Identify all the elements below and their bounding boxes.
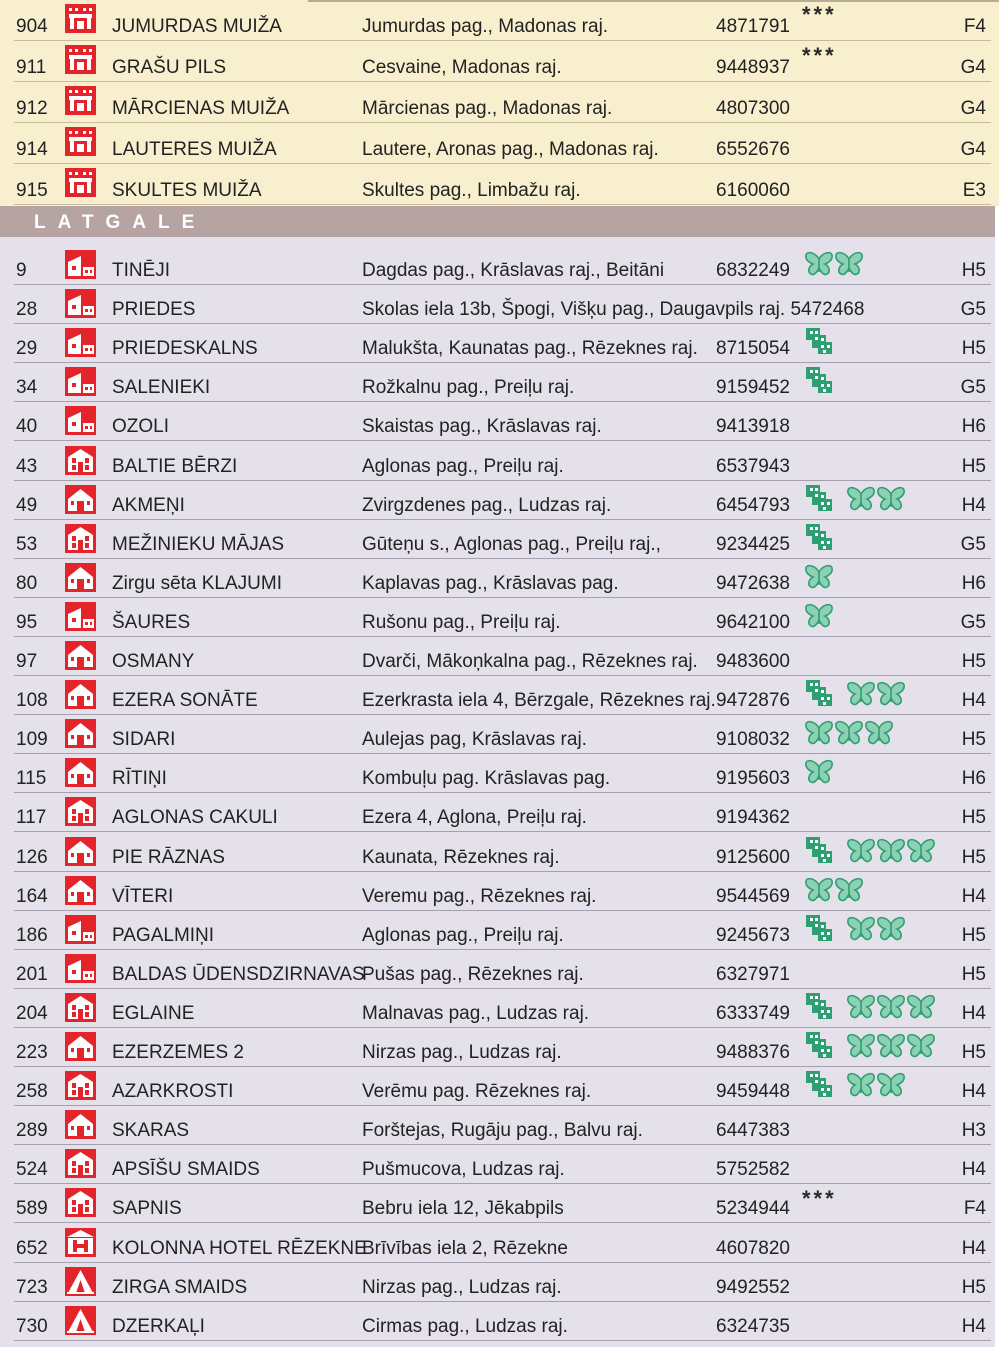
entry-phone: 9483600 [716,651,790,673]
table-row [0,164,995,205]
butterfly-icon [846,485,876,513]
table-row [0,520,995,559]
entry-number: 652 [16,1237,48,1259]
butterfly-icon [834,250,864,278]
entry-name: EZERA SONĀTE [112,690,258,712]
star-rating: *** [802,2,837,27]
manor-icon [64,44,97,75]
entry-name: SAPNIS [112,1198,182,1220]
tent-icon [64,1305,97,1336]
butterfly-icon [804,719,834,747]
entry-phone: 9413918 [716,416,790,438]
entry-address: Aglonas pag., Preiļu raj. [362,455,564,477]
table-row [0,754,995,793]
table-row [0,598,995,637]
entry-phone: 6160060 [716,180,790,201]
map-grid-ref: H4 [961,885,986,907]
entry-address: Cesvaine, Madonas raj. [362,57,562,78]
entry-name: OSMANY [112,651,195,673]
entry-number: 201 [16,963,48,985]
farmhouse-icon [64,288,97,319]
map-grid-ref: H6 [961,768,986,790]
farmhouse-icon [64,953,97,984]
entry-phone: 9488376 [716,1042,790,1064]
entry-name: KOLONNA HOTEL RĒZEKNE [112,1237,367,1259]
entry-phone: 6447383 [716,1120,790,1142]
table-row [0,911,995,950]
entry-address: Kombuļu pag. Krāslavas pag. [362,768,611,790]
map-grid-ref: H4 [961,1237,986,1259]
map-grid-ref: G4 [960,98,986,119]
entry-phone: 8715054 [716,338,790,360]
quality-marks [804,678,906,706]
entry-number: 904 [16,16,48,37]
manor-icon [64,3,97,34]
quality-marks [804,365,846,393]
table-row [0,82,995,123]
green-house-icon [804,483,834,513]
entry-name: EGLAINE [112,1002,195,1024]
entry-address: Dvarči, Mākoņkalna pag., Rēzeknes raj. [362,651,698,673]
entry-number: 109 [16,729,48,751]
table-row [0,285,995,324]
butterfly-icon [804,250,834,278]
green-house-icon [804,522,834,552]
entry-name: JUMURDAS MUIŽA [112,16,282,37]
table-row [0,872,995,911]
map-grid-ref: G4 [960,139,986,160]
entry-phone: 6324735 [716,1315,790,1337]
entry-name: SKULTES MUIŽA [112,180,262,201]
table-row [0,793,995,832]
guesthouse-icon [64,1070,97,1101]
table-row [0,1184,995,1223]
entry-phone: 9234425 [716,533,790,555]
map-grid-ref: H4 [961,494,986,516]
table-row [0,637,995,676]
quality-marks [804,991,936,1019]
entry-name: PRIEDES [112,299,196,321]
map-grid-ref: H4 [961,1315,986,1337]
entry-phone: 6552676 [716,139,790,160]
section-banner-title: LATGALE [34,212,207,233]
table-row [0,442,995,481]
table-row [0,715,995,754]
cottage-icon [64,718,97,749]
map-grid-ref: H5 [961,455,986,477]
quality-marks [804,756,834,784]
entry-number: 223 [16,1042,48,1064]
entry-phone: 9245673 [716,924,790,946]
green-house-icon [804,365,834,395]
entry-address: Kaunata, Rēzeknes raj. [362,846,560,868]
entry-number: 589 [16,1198,48,1220]
entry-phone: 6537943 [716,455,790,477]
entry-phone: 9472876 [716,690,790,712]
butterfly-icon [804,876,834,904]
entry-address: Skaistas pag., Krāslavas raj. [362,416,602,438]
entry-name: SKARAS [112,1120,190,1142]
entry-number: 97 [16,651,38,673]
guesthouse-icon [64,796,97,827]
map-grid-ref: H5 [961,924,986,946]
row-divider [14,204,991,205]
butterfly-icon [876,485,906,513]
entry-address: Veremu pag., Rēzeknes raj. [362,885,597,907]
row-divider [14,1340,991,1341]
entry-name: AZARKROSTI [112,1081,234,1103]
entry-phone: 9125600 [716,846,790,868]
butterfly-icon [876,680,906,708]
entry-number: 915 [16,180,48,201]
guesthouse-icon [64,1148,97,1179]
map-grid-ref: H4 [961,1002,986,1024]
entry-number: 723 [16,1276,48,1298]
entry-name: BALDAS ŪDENSDZIRNAVAS [112,963,365,985]
cottage-icon [64,1109,97,1140]
entry-name: BALTIE BĒRZI [112,455,238,477]
entry-name: PAGALMIŅI [112,924,215,946]
entry-address: Verēmu pag. Rēzeknes raj. [362,1081,592,1103]
quality-marks [804,326,846,354]
quality-marks [804,561,834,589]
star-rating: *** [802,43,837,68]
entry-number: 117 [16,807,47,829]
tent-icon [64,1266,97,1297]
entry-phone: 6832249 [716,260,790,282]
table-row [0,1067,995,1106]
butterfly-icon [846,837,876,865]
entry-name: Zirgu sēta KLAJUMI [112,572,282,594]
entry-address: Aglonas pag., Preiļu raj. [362,924,564,946]
cottage-icon [64,640,97,671]
entry-name: AGLONAS CAKULI [112,807,278,829]
entry-phone: 9448937 [716,57,790,78]
entry-number: 53 [16,533,38,555]
entry-name: ŠAURES [112,611,191,633]
map-grid-ref: H5 [961,1276,986,1298]
manor-icon [64,85,97,116]
entry-address: Gūteņu s., Aglonas pag., Preiļu raj., [362,533,661,555]
entry-address: Malukšta, Kaunatas pag., Rēzeknes raj. [362,338,698,360]
entry-number: 43 [16,455,38,477]
butterfly-icon [846,680,876,708]
hotel-icon [64,1227,97,1258]
table-row [0,1145,995,1184]
entry-name: PRIEDESKALNS [112,338,258,360]
entry-address: Kaplavas pag., Krāslavas pag. [362,572,619,594]
entry-name: SIDARI [112,729,176,751]
table-row [0,1106,995,1145]
butterfly-icon [876,915,906,943]
entry-phone: 4607820 [716,1237,790,1259]
entry-number: 126 [16,846,48,868]
map-grid-ref: H3 [961,1120,986,1142]
entry-number: 95 [16,611,38,633]
quality-marks [804,1069,906,1097]
table-row [0,1263,995,1302]
entry-phone: 4807300 [716,98,790,119]
quality-marks [804,600,834,628]
map-grid-ref: H5 [961,651,986,673]
entry-address: Skultes pag., Limbažu raj. [362,180,581,201]
entry-address: Ezerkrasta iela 4, Bērzgale, Rēzeknes raj. [362,690,716,712]
entry-number: 29 [16,338,38,360]
entry-address: Cirmas pag., Ludzas raj. [362,1315,568,1337]
butterfly-icon [876,1071,906,1099]
entry-address: Rušonu pag., Preiļu raj. [362,611,561,633]
table-row [0,363,995,402]
entry-phone: 9108032 [716,729,790,751]
butterfly-icon [906,837,936,865]
table-row [0,676,995,715]
butterfly-icon [864,719,894,747]
butterfly-icon [876,1032,906,1060]
entry-phone: 6454793 [716,494,790,516]
entry-name: DZERKAĻI [112,1315,205,1337]
entry-phone: 6327971 [716,963,790,985]
entry-number: 80 [16,572,38,594]
guesthouse-icon [64,1187,97,1218]
entry-name: OZOLI [112,416,170,438]
entry-number: 115 [16,768,47,790]
manor-icon [64,167,97,198]
page-edge [995,206,999,1347]
butterfly-icon [846,993,876,1021]
entry-phone: 9492552 [716,1276,790,1298]
green-house-icon [804,991,834,1021]
entry-address: Lautere, Aronas pag., Madonas raj. [362,139,659,160]
green-house-icon [804,1069,834,1099]
entry-number: 914 [16,139,48,160]
entry-number: 28 [16,299,38,321]
entry-address: Jumurdas pag., Madonas raj. [362,16,609,37]
cottage-icon [64,1031,97,1062]
entry-name: APSĪŠU SMAIDS [112,1159,260,1181]
entry-address: Bebru iela 12, Jēkabpils [362,1198,564,1220]
green-house-icon [804,835,834,865]
entry-address: Pušmucova, Ludzas raj. [362,1159,565,1181]
table-row [0,833,995,872]
entry-address: Ezera 4, Aglona, Preiļu raj. [362,807,587,829]
map-grid-ref: G5 [960,377,986,399]
farmhouse-icon [64,405,97,436]
entry-number: 164 [16,885,48,907]
entry-phone: 9642100 [716,611,790,633]
guesthouse-icon [64,445,97,476]
entry-name: GRAŠU PILS [112,57,227,78]
cottage-icon [64,562,97,593]
table-row [0,1302,995,1341]
entry-name: VĪTERI [112,885,174,907]
table-row [0,246,995,285]
map-grid-ref: F4 [963,1198,986,1220]
entry-name: LAUTERES MUIŽA [112,139,277,160]
butterfly-icon [846,1071,876,1099]
entry-name: SALENIEKI [112,377,211,399]
butterfly-icon [804,758,834,786]
table-row [0,324,995,363]
quality-marks [804,835,936,863]
butterfly-icon [876,837,906,865]
entry-number: 258 [16,1081,48,1103]
entry-phone: 9194362 [716,807,790,829]
entry-address: Pušas pag., Rēzeknes raj. [362,963,584,985]
table-row [0,0,995,41]
entry-name: RĪTIŅI [112,768,167,790]
butterfly-icon [834,876,864,904]
map-grid-ref: G4 [960,57,986,78]
green-house-icon [804,1030,834,1060]
manor-icon [64,126,97,157]
entry-address: Skolas iela 13b, Špogi, Višķu pag., Daugavpils raj. 5472468 [362,299,865,321]
butterfly-icon [804,602,834,630]
cottage-icon [64,757,97,788]
entry-address: Aulejas pag, Krāslavas raj. [362,729,587,751]
table-row [0,1028,995,1067]
cottage-icon [64,836,97,867]
entry-number: 186 [16,924,48,946]
entry-name: PIE RĀZNAS [112,846,225,868]
entry-phone: 6333749 [716,1002,790,1024]
entry-address: Forštejas, Rugāju pag., Balvu raj. [362,1120,643,1142]
star-rating: *** [802,1186,837,1212]
section-banner [0,206,995,237]
butterfly-icon [846,1032,876,1060]
quality-marks [804,522,846,550]
entry-name: ZIRGA SMAIDS [112,1276,248,1298]
map-grid-ref: F4 [963,16,986,37]
entry-name: MEŽINIEKU MĀJAS [112,533,285,555]
entry-name: TINĒJI [112,260,171,282]
quality-marks [804,717,894,745]
map-grid-ref: G5 [960,299,986,321]
entry-address: Brīvības iela 2, Rēzekne [362,1237,568,1259]
table-row [0,402,995,441]
map-grid-ref: H4 [961,1159,986,1181]
quality-marks [804,874,864,902]
entry-number: 912 [16,98,48,119]
entry-number: 108 [16,690,48,712]
entry-address: Nirzas pag., Ludzas raj. [362,1276,562,1298]
farmhouse-icon [64,366,97,397]
entry-number: 524 [16,1159,48,1181]
farmhouse-icon [64,914,97,945]
butterfly-icon [834,719,864,747]
entry-number: 289 [16,1120,48,1142]
quality-marks [804,913,906,941]
entry-address: Mārcienas pag., Madonas raj. [362,98,613,119]
map-grid-ref: E3 [962,180,986,201]
green-house-icon [804,326,834,356]
table-row [0,41,995,82]
map-grid-ref: H5 [961,1042,986,1064]
entry-phone: 5752582 [716,1159,790,1181]
guesthouse-icon [64,992,97,1023]
entry-name: AKMEŅI [112,494,185,516]
guesthouse-icon [64,523,97,554]
entry-address: Malnavas pag., Ludzas raj. [362,1002,590,1024]
quality-marks [804,483,906,511]
table-row [0,1224,995,1263]
map-grid-ref: H6 [961,416,986,438]
green-house-icon [804,678,834,708]
entry-address: Nirzas pag., Ludzas raj. [362,1042,562,1064]
entry-phone: 9472638 [716,572,790,594]
entry-number: 9 [16,260,27,282]
table-row [0,950,995,989]
butterfly-icon [846,915,876,943]
entry-number: 204 [16,1002,48,1024]
entry-phone: 9195603 [716,768,790,790]
butterfly-icon [876,993,906,1021]
entry-name: EZERZEMES 2 [112,1042,244,1064]
green-house-icon [804,913,834,943]
table-row [0,559,995,598]
entry-address: Dagdas pag., Krāslavas raj., Beitāni [362,260,665,282]
cottage-icon [64,484,97,515]
map-grid-ref: H4 [961,690,986,712]
map-grid-ref: H5 [961,338,986,360]
entry-phone: 9159452 [716,377,790,399]
entry-number: 911 [16,57,47,78]
entry-name: MĀRCIENAS MUIŽA [112,98,290,119]
map-grid-ref: H5 [961,846,986,868]
map-grid-ref: H4 [961,1081,986,1103]
cottage-icon [64,875,97,906]
entry-number: 40 [16,416,38,438]
entry-address: Rožkalnu pag., Preiļu raj. [362,377,575,399]
entry-number: 49 [16,494,38,516]
entry-number: 730 [16,1315,48,1337]
table-row [0,123,995,164]
cottage-icon [64,679,97,710]
map-grid-ref: G5 [960,533,986,555]
butterfly-icon [906,993,936,1021]
entry-number: 34 [16,377,38,399]
entry-phone: 9544569 [716,885,790,907]
map-grid-ref: H5 [961,807,986,829]
entry-phone: 5234944 [716,1198,790,1220]
map-grid-ref: H5 [961,963,986,985]
map-grid-ref: G5 [960,611,986,633]
butterfly-icon [906,1032,936,1060]
butterfly-icon [804,563,834,591]
table-row [0,481,995,520]
map-grid-ref: H5 [961,260,986,282]
entry-address: Zvirgzdenes pag., Ludzas raj. [362,494,612,516]
quality-marks [804,1030,936,1058]
farmhouse-icon [64,327,97,358]
farmhouse-icon [64,601,97,632]
entry-phone: 9459448 [716,1081,790,1103]
entry-phone: 4871791 [716,16,790,37]
quality-marks [804,248,864,276]
farmhouse-icon [64,249,97,280]
map-grid-ref: H6 [961,572,986,594]
table-row [0,989,995,1028]
map-grid-ref: H5 [961,729,986,751]
